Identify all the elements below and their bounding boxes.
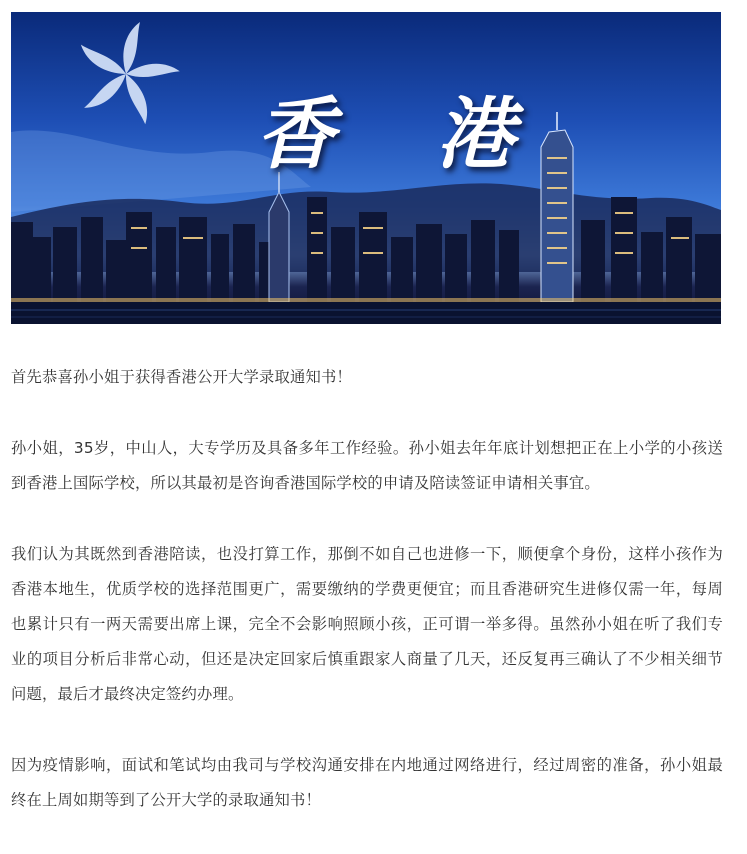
paragraph-recommendation: 我们认为其既然到香港陪读，也没打算工作，那倒不如自己也进修一下，顺便拿个身份，这样小孩作为香港本地生，优质学校的选择范围更广，需要缴纳的学费更便宜；而且香港研究生进修仅需一年，每周也累计只有一两天需要出席上课，完全不会影响照顾小孩，正可谓一举多得。虽然孙小姐在听了我们专业的项目分析后非常心动，但还是决定回家后慎重跟家人商量了几天，还反复再三确认了不少相关细节问题，最后才最终决定签约办理。 (11, 545, 723, 703)
paragraph-result: 因为疫情影响，面试和笔试均由我司与学校沟通安排在内地通过网络进行，经过周密的准备，孙小姐最终在上周如期等到了公开大学的录取通知书！ (11, 756, 723, 809)
paragraph-congratulations: 首先恭喜孙小姐于获得香港公开大学录取通知书！ (11, 368, 352, 386)
bauhinia-flower-icon (76, 22, 180, 124)
article-body (11, 360, 723, 854)
banner-title-char-1: 香 (256, 89, 337, 180)
banner-title-char-2: 港 (436, 89, 517, 180)
paragraph-background: 孙小姐，35岁，中山人，大专学历及具备多年工作经验。孙小姐去年年底计划想把正在上小学的小孩送到香港上国际学校，所以其最初是咨询香港国际学校的申请及陪读签证申请相关事宜。 (11, 439, 723, 492)
hong-kong-banner (11, 12, 721, 324)
skyline-illustration (11, 12, 721, 324)
